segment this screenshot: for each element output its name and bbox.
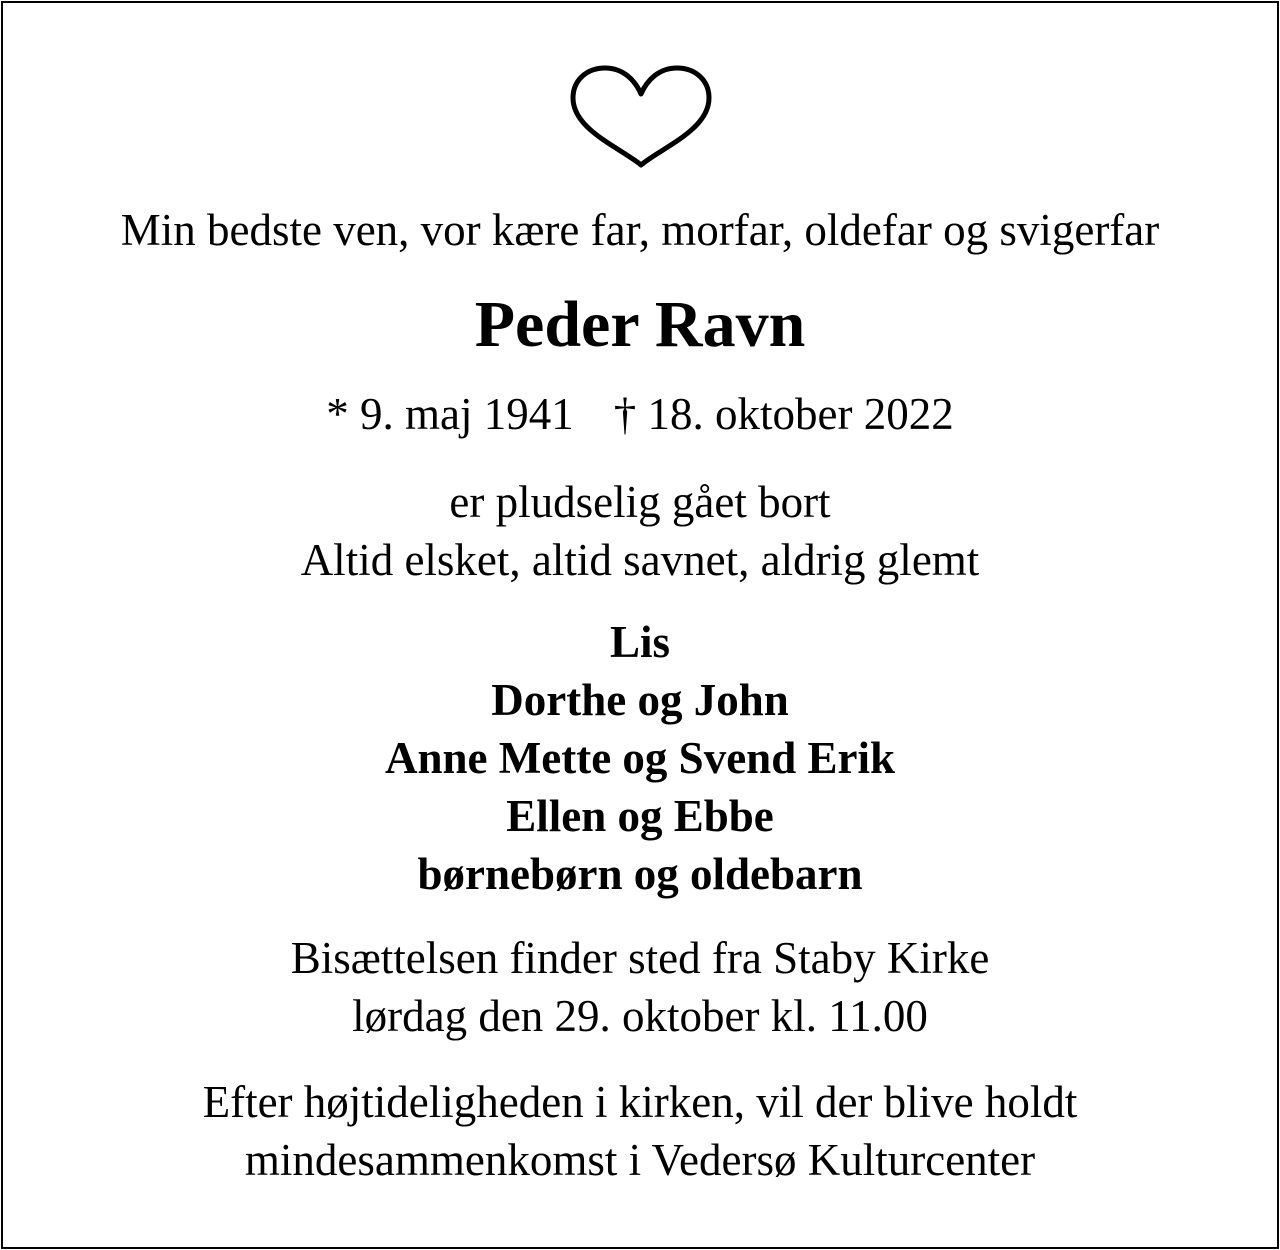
family-member: Anne Mette og Svend Erik <box>385 733 895 783</box>
life-dates <box>0 389 1280 439</box>
intro-text: Min bedste ven, vor kære far, morfar, oldefar og svigerfar <box>120 205 1160 255</box>
death-date: † 18. oktober 2022 <box>613 389 954 439</box>
verse-line: Altid elsket, altid savnet, aldrig glemt <box>300 535 980 585</box>
verse-line: er pludselig gået bort <box>449 477 831 527</box>
after-service-info: Efter højtideligheden i kirken, vil der blive holdt <box>202 1077 1078 1127</box>
after-service-info: mindesammenkomst i Vedersø Kulturcenter <box>244 1135 1036 1185</box>
heart-outline-icon <box>569 64 713 168</box>
family-member: Dorthe og John <box>491 675 789 725</box>
deceased-name: Peder Ravn <box>474 288 806 361</box>
birth-date: * 9. maj 1941 <box>326 389 574 439</box>
service-info: Bisættelsen finder sted fra Staby Kirke <box>290 933 990 983</box>
family-member: Lis <box>609 617 671 667</box>
service-info: lørdag den 29. oktober kl. 11.00 <box>352 991 928 1041</box>
family-member: børnebørn og oldebarn <box>417 849 863 899</box>
family-member: Ellen og Ebbe <box>506 791 774 841</box>
